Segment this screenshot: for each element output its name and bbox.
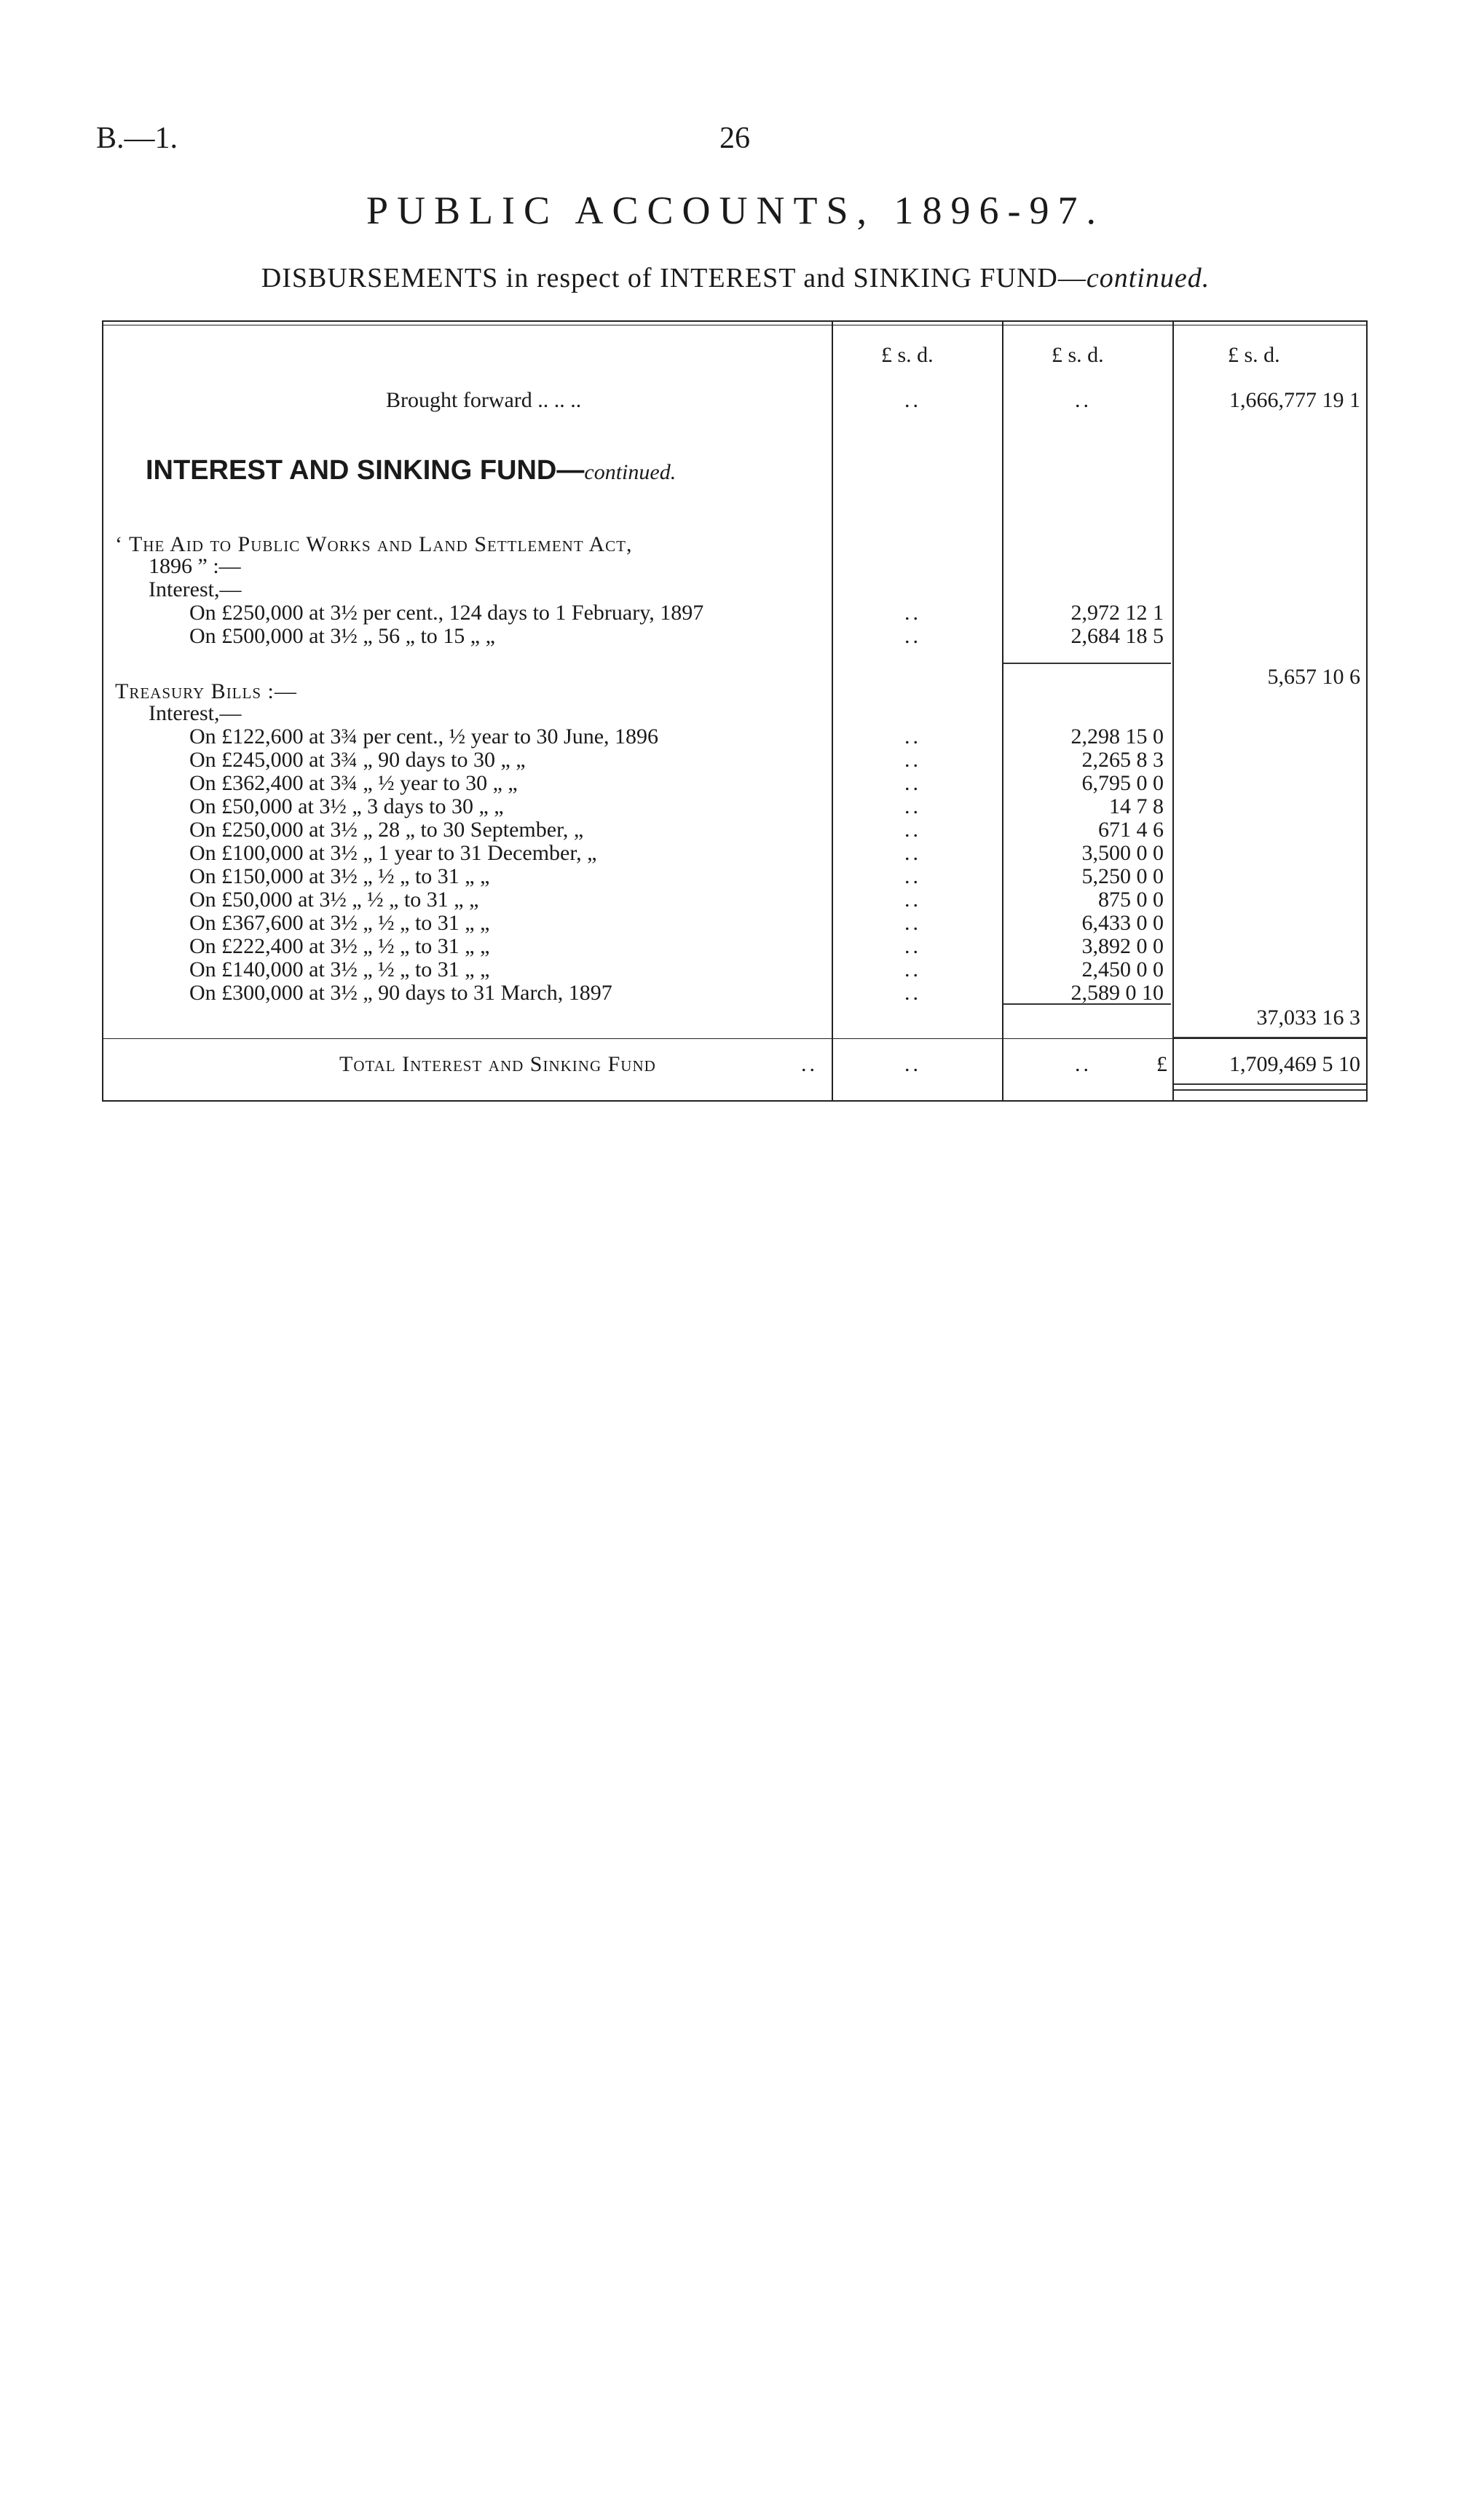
ledger-row-amount: 3,892 0 0 xyxy=(1081,934,1164,958)
ledger-row-text: On £140,000 at 3½ „ ½ „ to 31 „ „ xyxy=(189,957,490,981)
ledger-row-amount: 2,589 0 10 xyxy=(1070,981,1164,1005)
aid-act-subtotal: 5,657 10 6 xyxy=(1267,665,1360,689)
table-right-border xyxy=(1366,320,1368,1102)
ledger-row-text: On £150,000 at 3½ „ ½ „ to 31 „ „ xyxy=(189,864,490,888)
ledger-row-c1: .. xyxy=(904,934,921,958)
column-divider-3 xyxy=(1172,320,1174,1102)
aid-act-title-line2: 1896 ” :— xyxy=(149,554,241,578)
ledger-row-text: On £300,000 at 3½ „ 90 days to 31 March, 1897 xyxy=(189,981,612,1005)
ledger-row-amount: 6,433 0 0 xyxy=(1081,911,1164,935)
ledger-row-amount: 671 4 6 xyxy=(1098,818,1164,842)
brought-forward-c1: .. xyxy=(904,388,921,412)
ledger-row-text: On £222,400 at 3½ „ ½ „ to 31 „ „ xyxy=(189,934,490,958)
total-value: 1,709,469 5 10 xyxy=(1229,1052,1360,1076)
total-double-rule-2 xyxy=(1174,1089,1366,1091)
ledger-row-text: On £367,600 at 3½ „ ½ „ to 31 „ „ xyxy=(189,911,490,935)
ledger-row-amount: 14 7 8 xyxy=(1109,794,1164,818)
section-heading-italic: continued. xyxy=(584,460,677,484)
ledger-row-c1: .. xyxy=(904,601,921,625)
total-c1: .. xyxy=(904,1052,921,1076)
total-currency: £ xyxy=(1156,1052,1167,1076)
document-reference: B.—1. xyxy=(96,122,178,155)
aid-act-subtotal-rule xyxy=(1003,663,1171,664)
table-top-border xyxy=(102,320,1368,322)
total-double-rule-1 xyxy=(1174,1083,1366,1085)
ledger-row-text: On £250,000 at 3½ per cent., 124 days to 1 February, 1897 xyxy=(189,601,704,625)
column-header-1: £ s. d. xyxy=(881,343,934,367)
total-c2: .. xyxy=(1075,1052,1092,1076)
section-heading xyxy=(146,455,677,486)
table-left-border xyxy=(102,320,103,1102)
ledger-row-text: On £250,000 at 3½ „ 28 „ to 30 September, „ xyxy=(189,818,584,842)
brought-forward-total: 1,666,777 19 1 xyxy=(1229,388,1360,412)
ledger-row-text: On £362,400 at 3¾ „ ½ year to 30 „ „ xyxy=(189,771,518,795)
page-number: 26 xyxy=(719,122,750,155)
accounts-table xyxy=(102,320,1368,1102)
treasury-bills-title: Treasury Bills :— xyxy=(115,679,297,703)
total-label-dots: .. xyxy=(801,1052,818,1076)
ledger-row-amount: 2,972 12 1 xyxy=(1070,601,1164,625)
total-separator xyxy=(102,1038,1368,1039)
subtitle-italic: continued. xyxy=(1086,263,1210,293)
ledger-row-c1: .. xyxy=(904,957,921,981)
ledger-row-amount: 6,795 0 0 xyxy=(1081,771,1164,795)
ledger-row-amount: 875 0 0 xyxy=(1098,888,1164,912)
ledger-row-text: On £100,000 at 3½ „ 1 year to 31 December, „ xyxy=(189,841,597,865)
ledger-row-c1: .. xyxy=(904,864,921,888)
ledger-row-c1: .. xyxy=(904,624,921,648)
ledger-row-text: On £245,000 at 3¾ „ 90 days to 30 „ „ xyxy=(189,748,526,772)
ledger-row-c1: .. xyxy=(904,888,921,912)
ledger-row-c1: .. xyxy=(904,911,921,935)
column-divider-1 xyxy=(832,320,833,1102)
subtitle-main: DISBURSEMENTS in respect of INTEREST and SINKING FUND— xyxy=(261,263,1087,293)
treasury-bills-subtotal: 37,033 16 3 xyxy=(1256,1006,1360,1030)
table-bottom-border xyxy=(102,1100,1368,1102)
ledger-row-c1: .. xyxy=(904,841,921,865)
page-subtitle xyxy=(0,262,1471,294)
ledger-row-c1: .. xyxy=(904,981,921,1005)
treasury-bills-interest-label: Interest,— xyxy=(149,701,242,725)
ledger-row-amount: 3,500 0 0 xyxy=(1081,841,1164,865)
brought-forward-c2: .. xyxy=(1075,388,1092,412)
ledger-row-c1: .. xyxy=(904,818,921,842)
ledger-row-c1: .. xyxy=(904,794,921,818)
ledger-row-amount: 5,250 0 0 xyxy=(1081,864,1164,888)
page-title: PUBLIC ACCOUNTS, 1896-97. xyxy=(366,189,1105,232)
section-heading-main: INTEREST AND SINKING FUND— xyxy=(146,455,585,486)
brought-forward-label: Brought forward .. .. .. xyxy=(386,388,582,412)
aid-act-title-line1: ‘ The Aid to Public Works and Land Settlement Act, xyxy=(115,532,633,556)
ledger-row-text: On £50,000 at 3½ „ ½ „ to 31 „ „ xyxy=(189,888,479,912)
column-header-3: £ s. d. xyxy=(1228,343,1280,367)
ledger-row-c1: .. xyxy=(904,748,921,772)
ledger-row-c1: .. xyxy=(904,771,921,795)
ledger-row-text: On £50,000 at 3½ „ 3 days to 30 „ „ xyxy=(189,794,504,818)
column-divider-2 xyxy=(1002,320,1003,1102)
total-label: Total Interest and Sinking Fund xyxy=(339,1052,656,1076)
ledger-row-text: On £122,600 at 3¾ per cent., ½ year to 30 June, 1896 xyxy=(189,724,659,749)
ledger-row-amount: 2,684 18 5 xyxy=(1070,624,1164,648)
total-top-rule xyxy=(1174,1037,1366,1038)
ledger-row-c1: .. xyxy=(904,724,921,749)
aid-act-interest-label: Interest,— xyxy=(149,577,242,601)
ledger-row-amount: 2,450 0 0 xyxy=(1081,957,1164,981)
ledger-row-amount: 2,298 15 0 xyxy=(1070,724,1164,749)
ledger-row-amount: 2,265 8 3 xyxy=(1081,748,1164,772)
ledger-row-text: On £500,000 at 3½ „ 56 „ to 15 „ „ xyxy=(189,624,495,648)
column-header-2: £ s. d. xyxy=(1052,343,1104,367)
